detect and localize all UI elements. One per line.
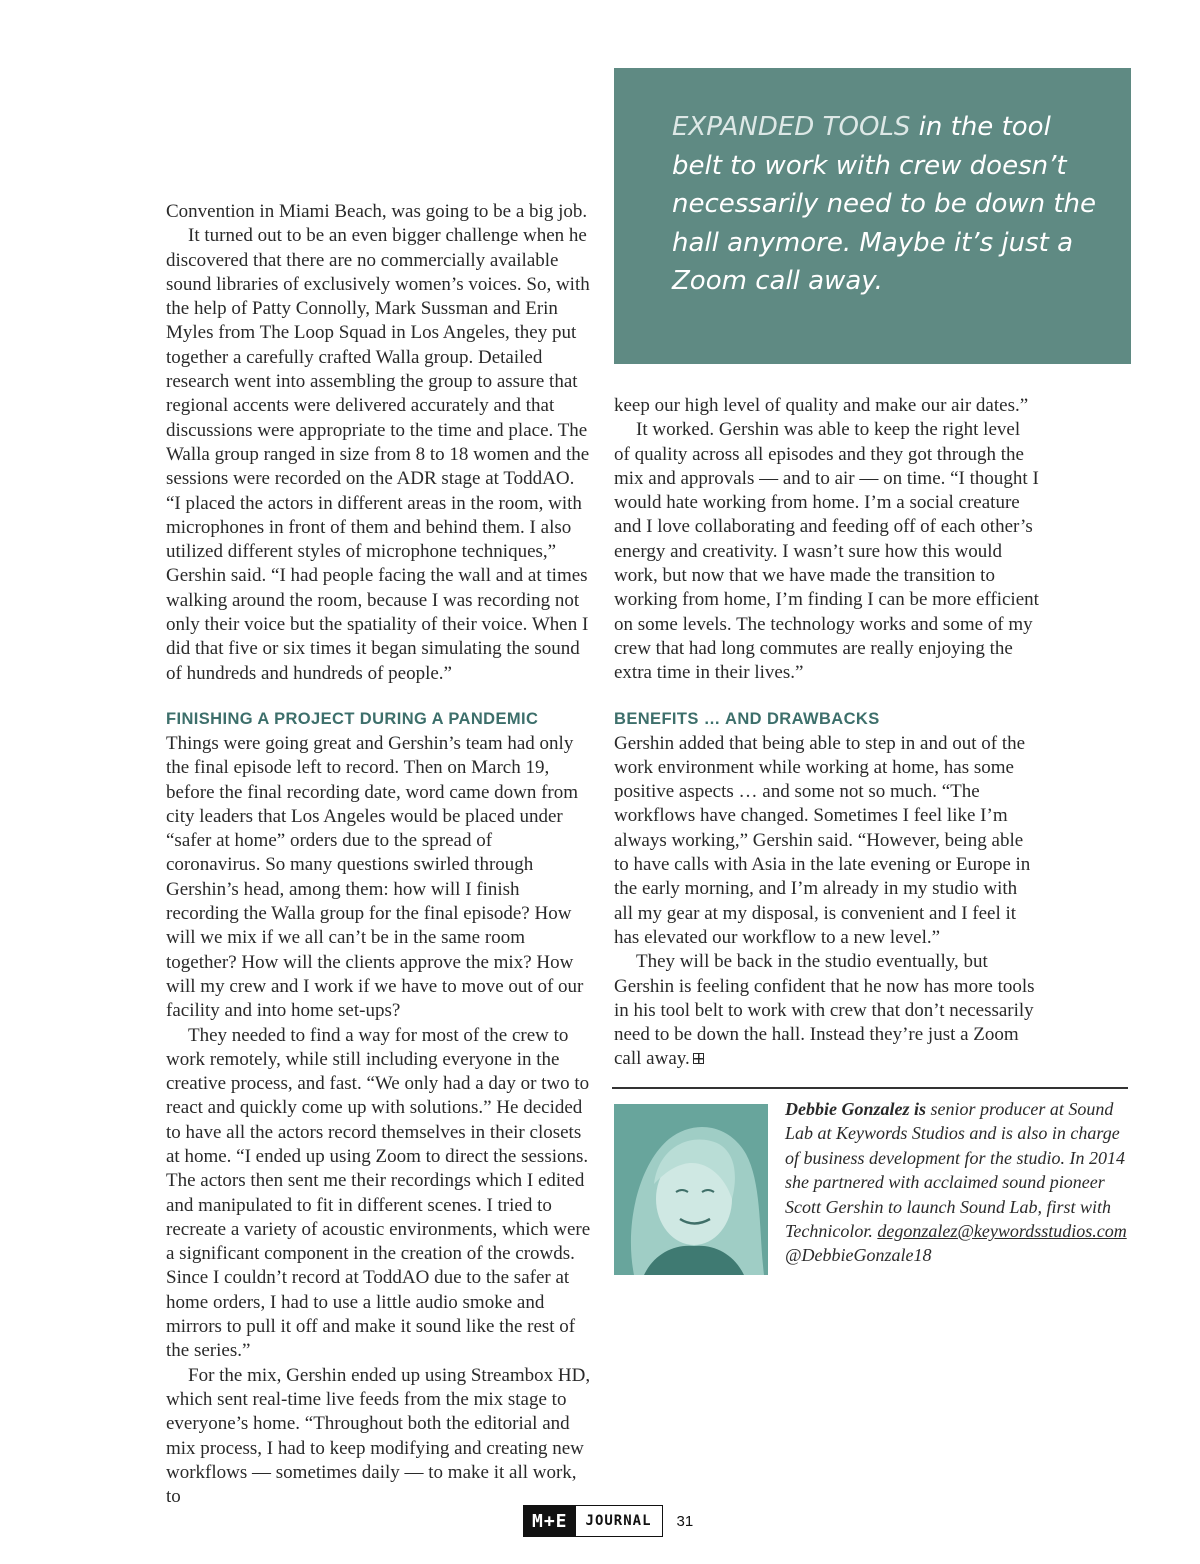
- paragraph: They needed to find a way for most of the crew to work remotely, while still including everyone in the creative process, and fast. “We only had a day or two to react and quickly come up with solutions.” He decided to have all the actors record themselves in their closets at home. “I ended up using Zoom to direct the sessions. The actors then sent me their recordings which I edited and manipulated to fit in different scenes. I tried to recreate a variety of acoustic environments, which were a significant component in the creation of the crowds. Since I couldn’t record at ToddAO due to the safer at home orders, I had to use a little audio smoke and mirrors to pull it off and make it sound like the rest of the series.”: [166, 1024, 591, 1362]
- pull-quote-body: in the tool belt to work with crew doesn’t necessarily need to be down the hall anymore. Maybe it’s just a Zoom call away.: [672, 112, 1097, 296]
- paragraph: For the mix, Gershin ended up using Streambox HD, which sent real-time live feeds from the mix stage to everyone’s home. “Throughout both the editorial and mix process, I had to keep modifying and creating new workflows — sometimes daily — to make it all work, to: [166, 1364, 591, 1508]
- author-bio: [785, 1097, 1130, 1268]
- paragraph: keep our high level of quality and make our air dates.”: [614, 395, 1029, 416]
- paragraph: It turned out to be an even bigger challenge when he discovered that there are no commercially available sound libraries of exclusively women’s voices. So, with the help of Patty Connolly, Mark Sussman and Erin Myles from The Loop Squad in Los Angeles, they put together a carefully crafted Walla group. Detailed research went into assembling the group to assure that regional accents were delivered accurately and that discussions were appropriate to the time and place. The Walla group ranged in size from 8 to 18 women and the sessions were recorded on the ADR stage at ToddAO. “I placed the actors in different areas in the room, with microphones in front of them and behind them. I also utilized different styles of microphone techniques,” Gershin said. “I had people facing the wall and at times walking around the room, because I was recording not only their voice but the spatiality of their voice. When I did that five or six times it began simulating the sound of hundreds and hundreds of people.”: [166, 225, 590, 684]
- pull-quote-text: [672, 108, 1097, 301]
- paragraph: It worked. Gershin was able to keep the right level of quality across all episodes and they got through the mix and approvals — and to air — on time. “I thought I would hate working from home. I’m a social creature and I love collaborating and feeding off of each other’s energy and creativity. I wasn’t sure how this would work, but now that we have made the transition to working from home, I’m finding I can be more efficient on some levels. The technology works and some of my crew that had long commutes are really enjoying the extra time in their lives.”: [614, 419, 1039, 684]
- right-column: [614, 394, 1039, 1072]
- page-number: 31: [676, 1512, 694, 1530]
- paragraph: Gershin added that being able to step in and out of the work environment while working at home, has some positive aspects … and some not so much. “The workflows have changed. Sometimes I feel like I’m always working,” Gershin said. “However, being able to have calls with Asia in the late evening or Europe in the early morning, and I’m already in my studio with all my gear at my disposal, is convenient and I feel it has elevated our workflow to a new level.”: [614, 732, 1031, 948]
- paragraph-final: [614, 950, 1039, 1071]
- author-photo: [614, 1104, 768, 1275]
- journal-logo: [523, 1505, 663, 1537]
- logo-journal-word: JOURNAL: [585, 1513, 652, 1529]
- author-name: Debbie Gonzalez is: [785, 1099, 926, 1119]
- page-footer: [523, 1505, 693, 1537]
- end-mark-icon: [693, 1053, 704, 1064]
- author-handle: @DebbieGonzale18: [785, 1245, 932, 1266]
- paragraph-text: They will be back in the studio eventually, but Gershin is feeling confident that he now has more tools in his tool belt to work with crew that don’t necessarily need to be down the hall. Instead they’re just a Zoom call away.: [614, 951, 1035, 1070]
- logo-me-mark: M+E: [524, 1506, 576, 1536]
- section-heading: BENEFITS … AND DRAWBACKS: [614, 709, 880, 728]
- bio-body: senior producer at Sound Lab at Keywords Studios and is also in charge of business development for the studio. In 2014 she partnered with acclaimed sound pioneer Scott Gershin to launch Sound Lab, first with Technicolor.: [785, 1099, 1125, 1242]
- bio-divider: [612, 1087, 1128, 1089]
- paragraph: Convention in Miami Beach, was going to be a big job.: [166, 201, 588, 222]
- left-column: [166, 200, 591, 1509]
- pull-quote-lead: EXPANDED TOOLS: [672, 112, 911, 142]
- section-heading: FINISHING A PROJECT DURING A PANDEMIC: [166, 709, 539, 728]
- pull-quote-box: [614, 68, 1131, 364]
- paragraph: Things were going great and Gershin’s team had only the final episode left to record. Then on March 19, before the final recording date, word came down from city leaders that Los Angeles would be placed under “safer at home” orders due to the spread of coronavirus. So many questions swirled through Gershin’s head, among them: how will I finish recording the Walla group for the final episode? How will we mix if we all can’t be in the same room together? How will the clients approve the mix? How will my crew and I work if we have to move out of our facility and into home set-ups?: [166, 732, 584, 1022]
- author-email-link[interactable]: degonzalez@keywordsstudios.com: [877, 1221, 1127, 1242]
